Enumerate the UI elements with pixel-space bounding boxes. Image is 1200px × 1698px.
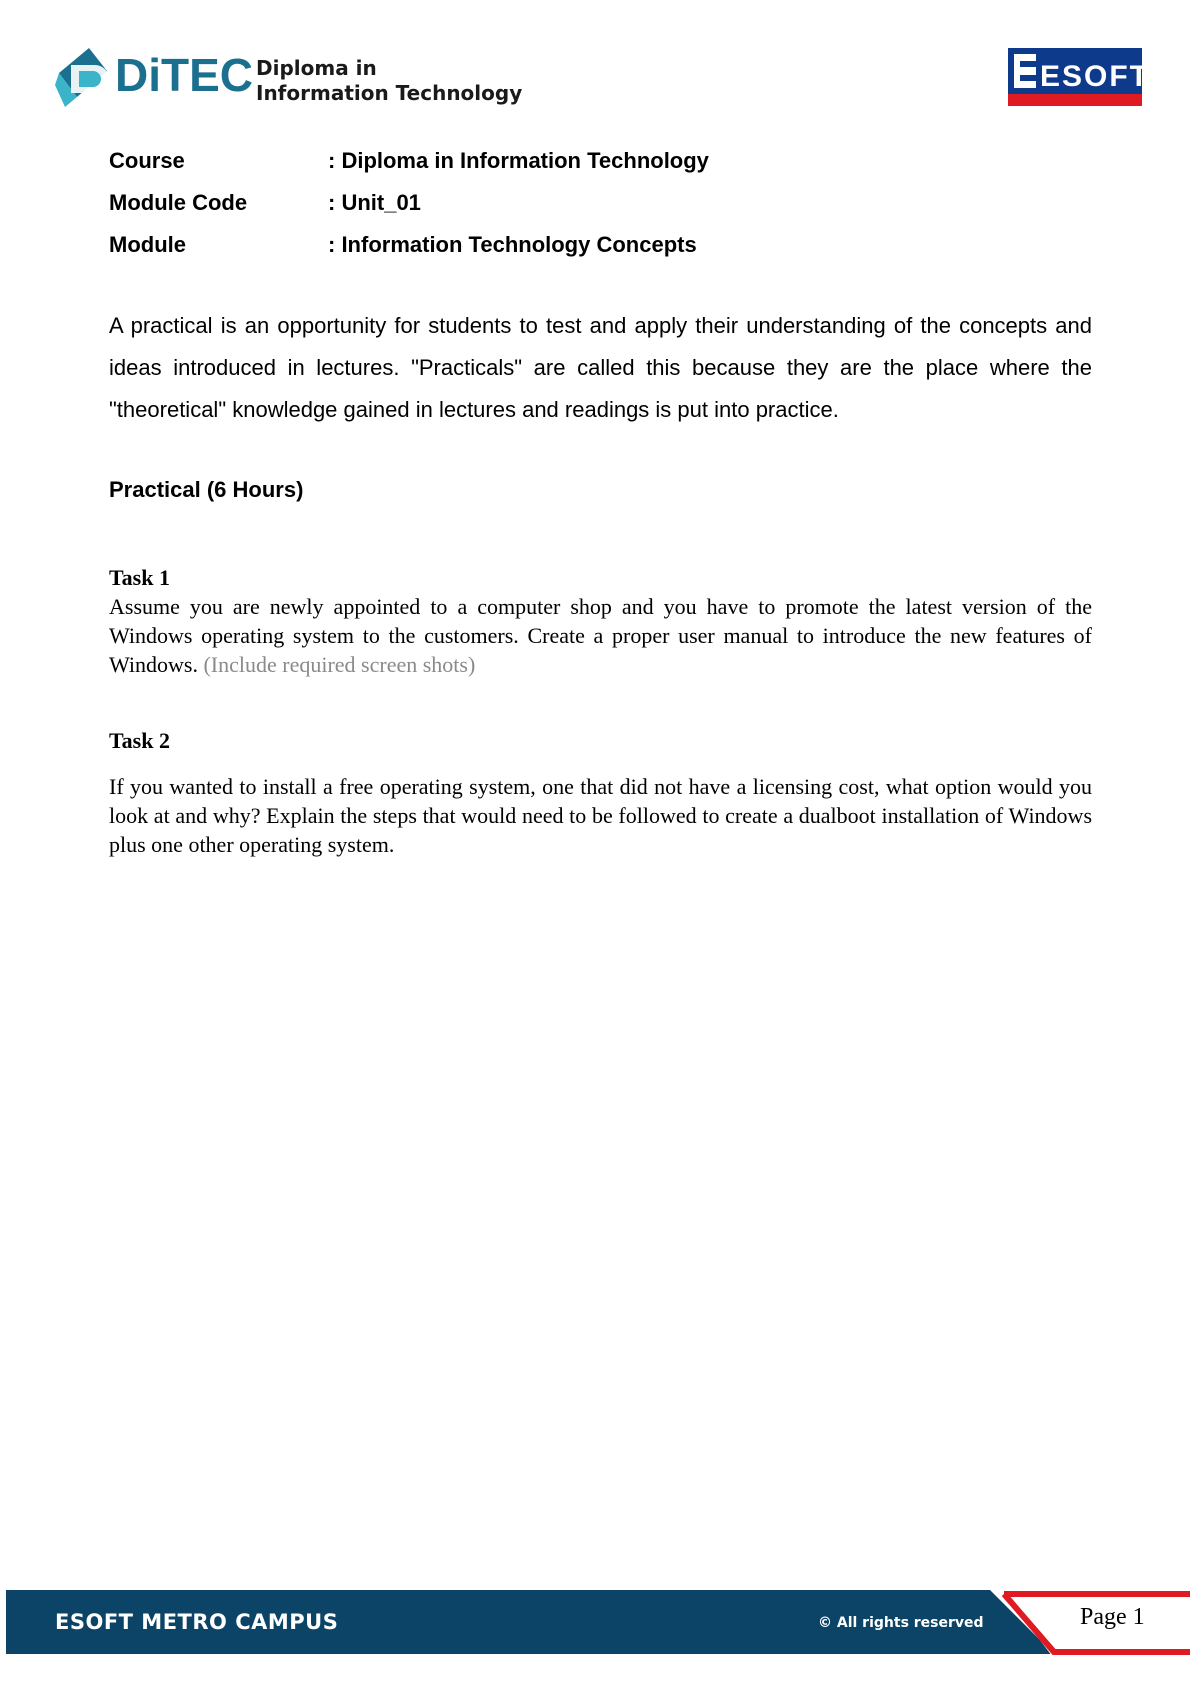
module-code-value: : Unit_01 <box>328 190 421 215</box>
task-1-text: Assume you are newly appointed to a computer shop and you have to promote the latest version of the Windows operating system to the customers. Create a proper user manual to introduce the new features of Windows. <box>109 594 1092 677</box>
module-info <box>109 140 709 266</box>
esoft-logo <box>1008 48 1151 106</box>
page-header <box>0 0 1200 130</box>
task-1-body <box>109 592 1092 679</box>
program-title <box>256 56 522 106</box>
task-2-title: Task 2 <box>109 728 170 753</box>
module-code-label: Module Code <box>109 190 248 215</box>
page-number: Page 1 <box>1080 1604 1145 1630</box>
module-info-row-module <box>109 224 709 266</box>
course-value: : Diploma in Information Technology <box>328 148 709 173</box>
intro-paragraph: A practical is an opportunity for students to test and apply their understanding of the concepts and ideas introduced in lectures. "Practicals" are called this because they are the place where the "theoretical" knowledge gained in lectures and readings is put into practice. <box>109 313 1092 422</box>
module-info-row-code <box>109 182 709 224</box>
module-info-row-course <box>109 140 709 182</box>
program-title-line-2: Information Technology <box>256 81 523 105</box>
module-value: : Information Technology Concepts <box>328 232 697 257</box>
task-1-title: Task 1 <box>109 565 170 590</box>
ditec-logo-wordmark: DiTEC <box>115 49 253 101</box>
practical-heading: Practical (6 Hours) <box>109 477 304 502</box>
esoft-logo-wordmark: ESOFT <box>1040 60 1151 93</box>
task-2-body: If you wanted to install a free operating system, one that did not have a licensing cost, what option would you look at and why? Explain the steps that would need to be followed to create a dualboot installation of Windows plus one other operating system. <box>109 774 1092 857</box>
module-label: Module <box>109 232 186 257</box>
footer-campus-name: ESOFT METRO CAMPUS <box>55 1610 339 1634</box>
task-1-note: (Include required screen shots) <box>203 652 476 677</box>
ditec-logo <box>55 45 253 111</box>
footer-rights: © All rights reserved <box>818 1615 984 1631</box>
program-title-line-1: Diploma in <box>256 56 377 80</box>
course-label: Course <box>109 148 185 173</box>
